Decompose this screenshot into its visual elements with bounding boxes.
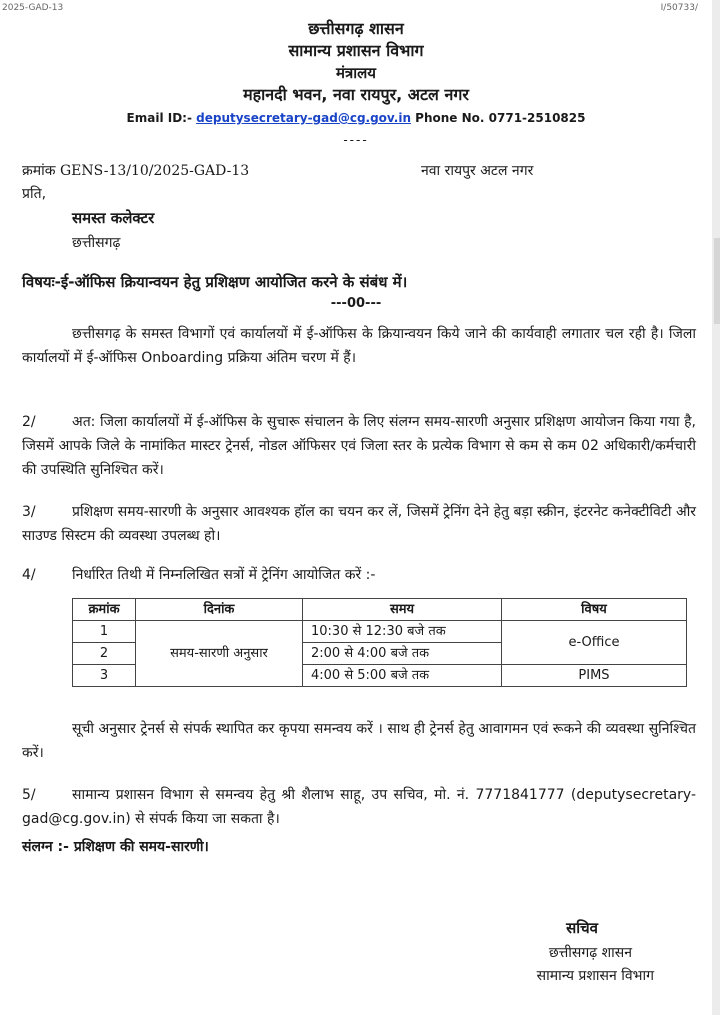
cell-date: समय-सारणी अनुसार: [136, 621, 303, 687]
paragraph-number: 2/: [22, 414, 36, 430]
header-sno: क्रमांक: [73, 599, 136, 621]
paragraph-3: [22, 500, 696, 548]
signatory-title: सचिव: [566, 919, 598, 937]
paragraph-text: निर्धारित तिथी में निम्नलिखित सत्रों में ट्रेनिंग आयोजित करें :-: [72, 567, 376, 583]
cell-time: 2:00 से 4:00 बजे तक: [303, 643, 502, 665]
office-address: महानदी भवन, नवा रायपुर, अटल नगर: [243, 85, 469, 104]
cell-subject-pims: PIMS: [502, 665, 687, 687]
reference-number: क्रमांक GENS-13/10/2025-GAD-13: [22, 163, 250, 179]
subject-line: विषयः-ई-ऑफिस क्रियान्वयन हेतु प्रशिक्षण आयोजित करने के संबंध में।: [22, 273, 408, 291]
paragraph-text: प्रशिक्षण समय-सारणी के अनुसार आवश्यक हॉल का चयन कर लें, जिसमें ट्रेनिंग देने हेतु बड़ा स्क्रीन, इंटरनेट कनेक्टीविटी और साउण्ड सिस्टम की व्यवस्था उपलब्ध हो।: [22, 504, 696, 544]
paragraph-6: [22, 783, 696, 831]
addressee-place: छत्तीसगढ़: [72, 235, 121, 251]
letter-place: नवा रायपुर अटल नगर: [421, 163, 534, 179]
salutation-to: प्रति,: [22, 186, 47, 202]
paragraph-number: 5/: [22, 787, 36, 803]
cell-time: 10:30 से 12:30 बजे तक: [303, 621, 502, 643]
table-row: [73, 621, 687, 643]
paragraph-5: सूची अनुसार ट्रेनर्स से संपर्क स्थापित कर कृपया समन्वय करें । साथ ही ट्रेनर्स हेतु आवागमन एवं रूकने की व्यवस्था सुनिश्चित करें।: [22, 721, 696, 761]
cell-subject-eoffice: e-Office: [502, 621, 687, 665]
paragraph-4: [22, 563, 696, 587]
corner-file-ref: 2025-GAD-13: [2, 3, 64, 13]
contact-line: [0, 107, 712, 129]
cell-sno: 1: [73, 621, 136, 643]
paragraph-2: [22, 410, 696, 482]
table-header-row: [73, 599, 687, 621]
paragraph-text: सामान्य प्रशासन विभाग से समन्वय हेतु श्री शैलाभ साहू, उप सचिव, मो. नं. 7771841777 (deputysecretary-gad@cg.gov.in) से संपर्क किया जा सकता है।: [22, 787, 696, 827]
header-subject: विषय: [502, 599, 687, 621]
signatory-department: सामान्य प्रशासन विभाग: [536, 968, 654, 984]
attachment-note: संलग्न :- प्रशिक्षण की समय-सारणी।: [22, 839, 209, 855]
header-time: समय: [303, 599, 502, 621]
addressee: समस्त कलेक्टर: [72, 209, 155, 227]
paragraph-text: अत: जिला कार्यालयों में ई-ऑफिस के सुचारू संचालन के लिए संलग्न समय-सारणी अनुसार प्रशिक्षण आयोजन किया गया है, जिसमें आपके जिले के नामांकित मास्टर ट्रेनर्स, नोडल ऑफिसर एवं जिला स्तर के प्रत्येक विभाग से कम से कम 02 अधिकारी/कर्मचारी की उपस्थिति सुनिश्चित करें।: [22, 414, 696, 478]
paragraph-number: 3/: [22, 504, 36, 520]
signatory-govt: छत्तीसगढ़ शासन: [548, 945, 632, 961]
cell-sno: 3: [73, 665, 136, 687]
header-date: दिनांक: [136, 599, 303, 621]
cell-sno: 2: [73, 643, 136, 665]
email-link[interactable]: deputysecretary-gad@cg.gov.in: [196, 111, 411, 125]
phone-label: Phone No.: [410, 111, 489, 125]
training-schedule-table: [72, 598, 687, 687]
corner-file-number: I/50733/: [660, 3, 698, 13]
paragraph-number: 4/: [22, 567, 36, 583]
cell-time: 4:00 से 5:00 बजे तक: [303, 665, 502, 687]
phone-number: 0771-2510825: [488, 111, 586, 125]
header-divider: ----: [343, 133, 369, 147]
subject-separator: ---00---: [330, 296, 382, 311]
department-name: सामान्य प्रशासन विभाग: [288, 41, 424, 60]
paragraph-1: छत्तीसगढ़ के समस्त विभागों एवं कार्यालयों में ई-ऑफिस के क्रियान्वयन किये जाने की कार्यवाही लगातार चल रही है। जिला कार्यालयों में ई-ऑफिस Onboarding प्रक्रिया अंतिम चरण में हैं।: [22, 326, 696, 366]
email-label: Email ID:-: [126, 111, 197, 125]
office-name: मंत्रालय: [335, 64, 376, 82]
letterhead: [0, 18, 712, 147]
govt-name: छत्तीसगढ़ शासन: [308, 19, 404, 38]
page-edge: [712, 0, 720, 1015]
page-edge-mark: [714, 238, 720, 324]
